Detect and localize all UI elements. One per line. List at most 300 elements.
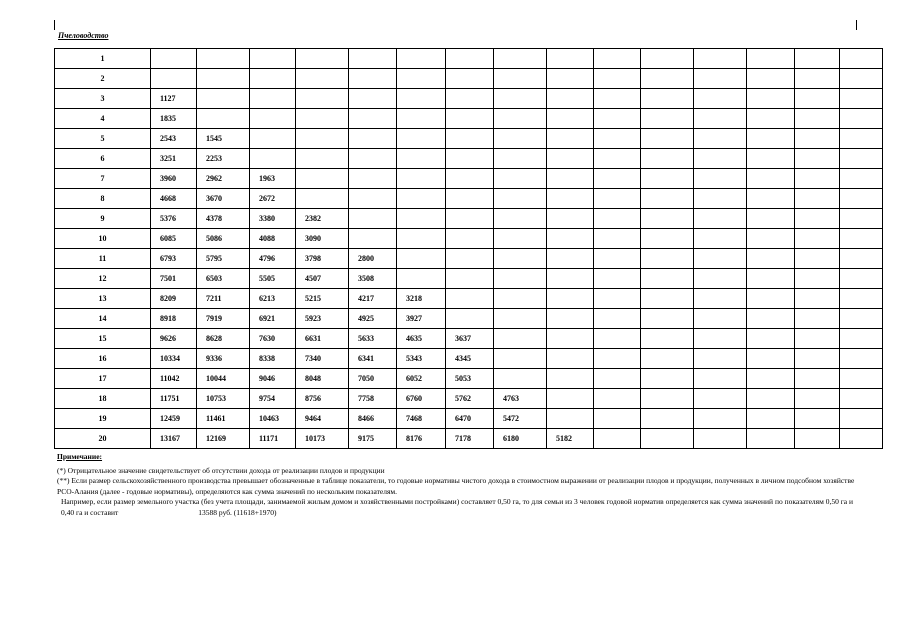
value-cell: 8338 [250,349,296,369]
value-cell [296,189,349,209]
value-cell [397,49,446,69]
value-cell: 8466 [349,409,397,429]
value-cell [250,89,296,109]
value-cell [795,349,840,369]
value-cell [694,189,747,209]
value-cell [747,309,795,329]
value-cell: 8048 [296,369,349,389]
row-number-cell: 19 [55,409,151,429]
value-cell [795,149,840,169]
value-cell [840,409,883,429]
value-cell [446,49,494,69]
value-cell [795,69,840,89]
value-cell: 6341 [349,349,397,369]
value-cell: 13167 [151,429,197,449]
value-cell [840,149,883,169]
value-cell [840,309,883,329]
value-cell [296,109,349,129]
value-cell [197,69,250,89]
notes-title: Примечание: [57,452,103,461]
value-cell [747,269,795,289]
value-cell: 8628 [197,329,250,349]
row-number-cell: 5 [55,129,151,149]
value-cell [641,309,694,329]
value-cell: 7211 [197,289,250,309]
value-cell: 9626 [151,329,197,349]
value-cell [594,49,641,69]
value-cell [594,129,641,149]
value-cell [446,269,494,289]
value-cell [446,229,494,249]
value-cell [840,429,883,449]
value-cell [641,209,694,229]
value-cell [840,289,883,309]
value-cell: 5086 [197,229,250,249]
value-cell [151,49,197,69]
value-cell [349,129,397,149]
value-cell [349,109,397,129]
value-cell [594,409,641,429]
table-row [55,289,883,309]
value-cell: 5762 [446,389,494,409]
value-cell [747,349,795,369]
value-cell [397,189,446,209]
value-cell [747,109,795,129]
value-cell [795,109,840,129]
note-3-text: Например, если размер земельного участка (без учета площади, занимаемой жилым домом и хозяйственными постройками) составляет 0,50 га, то для семьи из 3 человек годовой норматив определяется как сумма значений по показателям 0,50 га и 0,40 га и составит [61,497,854,517]
value-cell [795,289,840,309]
value-cell: 6631 [296,329,349,349]
value-cell [494,149,547,169]
row-number-cell: 12 [55,269,151,289]
value-cell [446,149,494,169]
value-cell: 3637 [446,329,494,349]
value-cell: 6085 [151,229,197,249]
table-row [55,129,883,149]
value-cell [641,289,694,309]
table-row [55,189,883,209]
value-cell [547,209,594,229]
value-cell [594,389,641,409]
value-cell [840,109,883,129]
value-cell [840,229,883,249]
value-cell [397,89,446,109]
value-cell [397,249,446,269]
value-cell [747,329,795,349]
value-cell [547,289,594,309]
value-cell: 5215 [296,289,349,309]
table-row [55,369,883,389]
value-cell [694,49,747,69]
table-row [55,109,883,129]
value-cell: 10044 [197,369,250,389]
row-number-cell: 16 [55,349,151,369]
value-cell [547,329,594,349]
value-cell: 3508 [349,269,397,289]
value-cell [197,109,250,129]
frame-left-edge [54,20,55,30]
value-cell [747,69,795,89]
value-cell: 11461 [197,409,250,429]
value-cell [494,329,547,349]
value-cell [547,309,594,329]
value-cell [840,189,883,209]
value-cell: 1963 [250,169,296,189]
value-cell [641,269,694,289]
norms-table [54,48,883,449]
section-title: Пчеловодство [58,31,109,40]
value-cell [296,69,349,89]
value-cell [694,249,747,269]
value-cell [547,369,594,389]
value-cell: 5923 [296,309,349,329]
value-cell [594,309,641,329]
value-cell [594,249,641,269]
value-cell [641,169,694,189]
value-cell: 5472 [494,409,547,429]
value-cell [397,109,446,129]
value-cell [795,309,840,329]
value-cell [594,349,641,369]
value-cell [446,209,494,229]
value-cell [397,149,446,169]
value-cell [840,329,883,349]
value-cell [694,289,747,309]
value-cell [547,229,594,249]
value-cell [795,189,840,209]
value-cell [494,349,547,369]
value-cell [840,49,883,69]
value-cell [795,229,840,249]
value-cell [840,349,883,369]
row-number-cell: 13 [55,289,151,309]
value-cell [795,129,840,149]
value-cell [197,49,250,69]
value-cell: 6470 [446,409,494,429]
value-cell: 3251 [151,149,197,169]
value-cell [747,409,795,429]
value-cell [641,329,694,349]
value-cell [446,309,494,329]
value-cell [594,89,641,109]
value-cell [795,249,840,269]
value-cell [494,209,547,229]
value-cell: 4635 [397,329,446,349]
value-cell [446,89,494,109]
value-cell [547,269,594,289]
value-cell: 2962 [197,169,250,189]
value-cell [547,149,594,169]
value-cell [694,229,747,249]
value-cell: 6052 [397,369,446,389]
value-cell: 4763 [494,389,547,409]
value-cell: 12459 [151,409,197,429]
value-cell [641,109,694,129]
note-3-sum: 13588 руб. (11618+1970) [198,507,277,517]
value-cell: 5795 [197,249,250,269]
value-cell: 4088 [250,229,296,249]
value-cell [446,69,494,89]
value-cell [840,129,883,149]
value-cell [594,109,641,129]
value-cell [494,289,547,309]
value-cell [397,209,446,229]
value-cell: 3380 [250,209,296,229]
value-cell: 9754 [250,389,296,409]
value-cell: 7468 [397,409,446,429]
value-cell [795,209,840,229]
value-cell: 7919 [197,309,250,329]
value-cell [349,49,397,69]
value-cell [494,189,547,209]
value-cell [694,329,747,349]
value-cell [151,69,197,89]
row-number-cell: 14 [55,309,151,329]
value-cell [547,109,594,129]
note-1: (*) Отрицательное значение свидетельствует об отсутствии дохода от реализации плодов и продукции [57,465,385,475]
value-cell: 4217 [349,289,397,309]
value-cell [250,69,296,89]
value-cell [494,169,547,189]
value-cell [694,169,747,189]
value-cell [594,369,641,389]
row-number-cell: 18 [55,389,151,409]
value-cell [547,349,594,369]
value-cell [594,189,641,209]
value-cell [594,69,641,89]
value-cell: 6180 [494,429,547,449]
value-cell: 6503 [197,269,250,289]
value-cell: 11042 [151,369,197,389]
value-cell [795,269,840,289]
value-cell [547,189,594,209]
value-cell: 2800 [349,249,397,269]
row-number-cell: 6 [55,149,151,169]
value-cell: 3218 [397,289,446,309]
value-cell: 3960 [151,169,197,189]
value-cell: 8756 [296,389,349,409]
value-cell [349,89,397,109]
notes-block [57,452,857,518]
value-cell [446,189,494,209]
value-cell [747,429,795,449]
value-cell: 4668 [151,189,197,209]
value-cell: 3090 [296,229,349,249]
value-cell [446,169,494,189]
row-number-cell: 17 [55,369,151,389]
value-cell: 7340 [296,349,349,369]
table-row [55,409,883,429]
value-cell: 10753 [197,389,250,409]
value-cell: 12169 [197,429,250,449]
value-cell [795,169,840,189]
value-cell [296,129,349,149]
value-cell [641,89,694,109]
value-cell [250,49,296,69]
value-cell: 6793 [151,249,197,269]
value-cell [747,209,795,229]
value-cell [397,129,446,149]
value-cell: 7050 [349,369,397,389]
table-row [55,389,883,409]
value-cell: 8918 [151,309,197,329]
norms-table-container [54,48,883,449]
value-cell: 10463 [250,409,296,429]
value-cell [641,249,694,269]
value-cell [494,249,547,269]
value-cell [296,149,349,169]
value-cell [694,409,747,429]
table-row [55,69,883,89]
value-cell: 2543 [151,129,197,149]
row-number-cell: 20 [55,429,151,449]
value-cell: 5633 [349,329,397,349]
value-cell: 3670 [197,189,250,209]
table-row [55,429,883,449]
value-cell [641,389,694,409]
table-row [55,269,883,289]
value-cell: 3927 [397,309,446,329]
row-number-cell: 15 [55,329,151,349]
value-cell [694,149,747,169]
value-cell [795,329,840,349]
value-cell: 10334 [151,349,197,369]
value-cell [694,389,747,409]
value-cell [349,169,397,189]
value-cell [397,269,446,289]
value-cell [694,69,747,89]
note-2: (**) Если размер сельскохозяйственного производства превышает обозначенные в таблице показатели, то годовые нормативы чистого дохода в стоимостном выражении от реализации плодов и продукции, полученных в личном подсобном хозяйстве РСО-Алания (далее - годовые нормативы), определяются как сумма значений по нескольким показателям. [57,476,855,496]
value-cell [494,309,547,329]
value-cell [296,169,349,189]
value-cell [547,169,594,189]
row-number-cell: 7 [55,169,151,189]
value-cell [349,189,397,209]
frame-right-edge [856,20,857,30]
value-cell [494,369,547,389]
value-cell [594,269,641,289]
value-cell: 11171 [250,429,296,449]
value-cell: 9175 [349,429,397,449]
value-cell: 4345 [446,349,494,369]
value-cell [641,149,694,169]
value-cell: 7758 [349,389,397,409]
note-3 [57,497,857,518]
value-cell [694,209,747,229]
value-cell [494,109,547,129]
row-number-cell: 4 [55,109,151,129]
value-cell [250,109,296,129]
value-cell [547,129,594,149]
value-cell [494,129,547,149]
value-cell [747,49,795,69]
value-cell: 10173 [296,429,349,449]
value-cell [840,69,883,89]
value-cell [494,49,547,69]
value-cell [494,69,547,89]
row-number-cell: 10 [55,229,151,249]
value-cell [795,409,840,429]
value-cell [795,389,840,409]
value-cell [641,369,694,389]
value-cell [641,229,694,249]
value-cell [594,209,641,229]
value-cell [547,89,594,109]
table-row [55,49,883,69]
row-number-cell: 1 [55,49,151,69]
value-cell [446,109,494,129]
value-cell [250,129,296,149]
value-cell [747,89,795,109]
value-cell: 2253 [197,149,250,169]
value-cell: 11751 [151,389,197,409]
value-cell [594,289,641,309]
value-cell [494,229,547,249]
value-cell [747,169,795,189]
value-cell: 9336 [197,349,250,369]
value-cell [694,129,747,149]
value-cell: 3798 [296,249,349,269]
value-cell [349,69,397,89]
row-number-cell: 9 [55,209,151,229]
value-cell: 9464 [296,409,349,429]
value-cell [594,229,641,249]
value-cell: 6921 [250,309,296,329]
value-cell [547,389,594,409]
value-cell [250,149,296,169]
value-cell [747,149,795,169]
value-cell [349,209,397,229]
value-cell [197,89,250,109]
value-cell [795,89,840,109]
row-number-cell: 8 [55,189,151,209]
value-cell: 4796 [250,249,296,269]
table-row [55,149,883,169]
table-row [55,249,883,269]
value-cell [594,429,641,449]
table-row [55,209,883,229]
value-cell [747,189,795,209]
value-cell [547,409,594,429]
value-cell [840,89,883,109]
value-cell: 5376 [151,209,197,229]
value-cell: 4378 [197,209,250,229]
value-cell: 2382 [296,209,349,229]
table-row [55,169,883,189]
value-cell: 1835 [151,109,197,129]
table-row [55,349,883,369]
value-cell: 8176 [397,429,446,449]
value-cell [840,389,883,409]
value-cell [641,349,694,369]
value-cell: 6760 [397,389,446,409]
value-cell [840,369,883,389]
value-cell [747,229,795,249]
value-cell [694,429,747,449]
value-cell [547,49,594,69]
value-cell [446,129,494,149]
value-cell: 8209 [151,289,197,309]
value-cell [840,169,883,189]
value-cell [349,229,397,249]
value-cell [694,89,747,109]
value-cell: 7501 [151,269,197,289]
value-cell [795,429,840,449]
value-cell [795,49,840,69]
value-cell [747,249,795,269]
value-cell [694,349,747,369]
value-cell [397,69,446,89]
